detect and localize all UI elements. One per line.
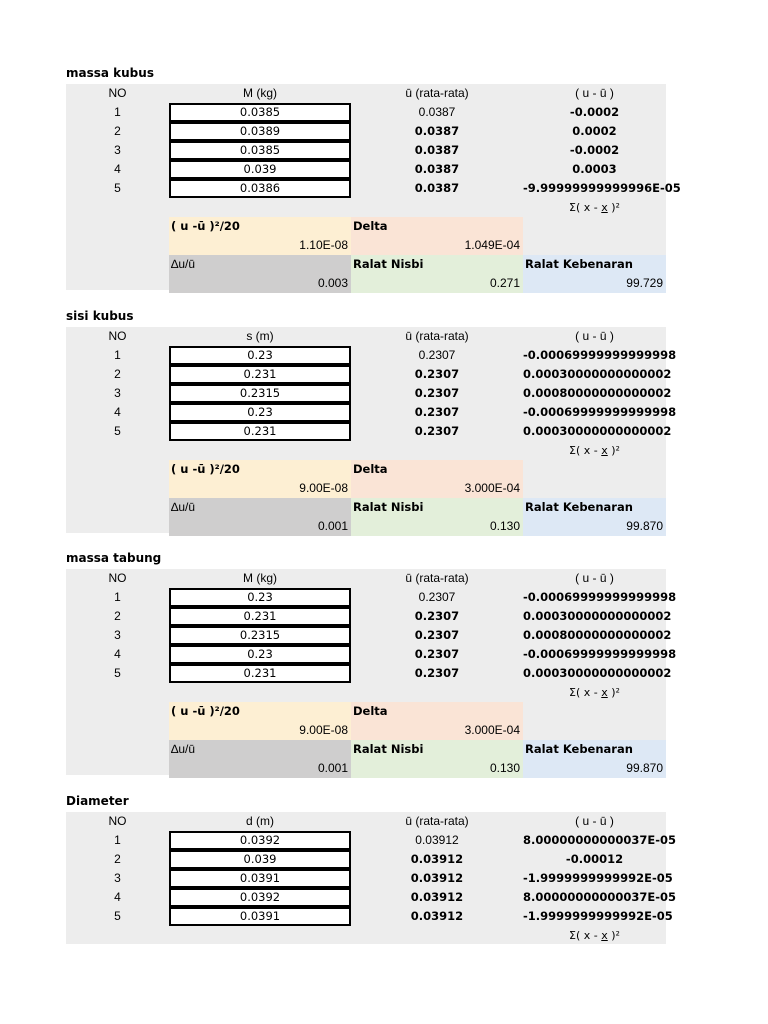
table-row	[66, 850, 666, 869]
row-no: 1	[114, 833, 121, 847]
sigma-x-bar: x	[601, 686, 608, 699]
delta-label: Delta	[351, 460, 523, 479]
data-panel	[66, 569, 677, 775]
table-row	[66, 365, 672, 384]
table-row	[66, 626, 672, 645]
section-title: sisi kubus	[66, 309, 134, 323]
measurement-cell[interactable]: 0.23	[169, 346, 351, 365]
delta-value: 3.000E-04	[351, 479, 523, 498]
avg-cell: 0.2307	[418, 590, 456, 604]
table-row	[66, 645, 677, 664]
measurement-cell[interactable]: 0.23	[169, 645, 351, 664]
table-row	[66, 664, 672, 683]
avg-cell: 0.03912	[410, 871, 464, 885]
avg-cell: 0.0387	[414, 162, 460, 176]
row-no: 5	[114, 424, 121, 438]
sigma-suffix: )²	[607, 686, 620, 699]
ralat-kebenaran-value: 99.870	[523, 759, 666, 778]
table-row	[66, 422, 672, 441]
measurement-cell[interactable]: 0.231	[169, 365, 351, 384]
avg-cell: 0.2307	[414, 628, 460, 642]
delta-label: Delta	[351, 702, 523, 721]
sigma-row	[66, 441, 666, 460]
dev-cell: -0.00069999999999998	[523, 348, 677, 362]
dev-cell: 0.0003	[572, 162, 617, 176]
row-no: 1	[114, 590, 121, 604]
measurement-cell[interactable]: 0.231	[169, 422, 351, 441]
delta-value: 3.000E-04	[351, 721, 523, 740]
header-dev: ( u - ū )	[575, 571, 614, 585]
section-title: Diameter	[66, 794, 129, 808]
sigma-prefix: Σ( x -	[569, 929, 602, 942]
header-avg: ū (rata-rata)	[405, 86, 469, 100]
avg-cell: 0.2307	[414, 367, 460, 381]
avg-cell: 0.03912	[415, 833, 459, 847]
header-dev: ( u - ū )	[575, 329, 614, 343]
sigma-row	[66, 198, 666, 217]
ralat-kebenaran-value: 99.729	[523, 274, 666, 293]
sigma-row	[66, 683, 666, 702]
header-no: NO	[108, 86, 127, 100]
table-row	[66, 122, 666, 141]
dev-cell: -0.00069999999999998	[523, 405, 677, 419]
header-avg: ū (rata-rata)	[405, 571, 469, 585]
dev-cell: 0.00080000000000002	[523, 628, 672, 642]
measurement-cell[interactable]: 0.0392	[169, 831, 351, 850]
avg-cell: 0.2307	[414, 386, 460, 400]
ralat-nisbi-label: Ralat Nisbi	[351, 255, 523, 274]
dev-cell: 0.00030000000000002	[523, 424, 672, 438]
avg-cell: 0.2307	[414, 666, 460, 680]
relative-error-label: ∆u/ū	[169, 740, 351, 759]
ralat-nisbi-value: 0.130	[351, 517, 523, 536]
delta-value: 1.049E-04	[351, 236, 523, 255]
row-no: 4	[114, 405, 121, 419]
header-row	[66, 84, 666, 103]
measurement-cell[interactable]: 0.23	[169, 403, 351, 422]
sq-value: 9.00E-08	[169, 479, 351, 498]
dev-cell: -0.00069999999999998	[523, 590, 677, 604]
sq-value: 1.10E-08	[169, 236, 351, 255]
row-no: 4	[114, 162, 121, 176]
ralat-kebenaran-label: Ralat Kebenaran	[523, 498, 666, 517]
header-avg: ū (rata-rata)	[405, 814, 469, 828]
table-row	[66, 831, 677, 850]
table-row	[66, 179, 681, 198]
dev-cell: -9.99999999999996E-05	[523, 181, 681, 195]
relative-error-value: 0.001	[169, 517, 351, 536]
row-no: 2	[114, 367, 121, 381]
dev-cell: -1.9999999999992E-05	[523, 871, 673, 885]
sigma-formula	[523, 198, 666, 217]
relative-error-label: ∆u/ū	[169, 498, 351, 517]
data-panel	[66, 84, 681, 290]
table-row	[66, 907, 673, 926]
measurement-cell[interactable]: 0.0391	[169, 907, 351, 926]
measurement-cell[interactable]: 0.23	[169, 588, 351, 607]
relative-error-value: 0.001	[169, 759, 351, 778]
sigma-prefix: Σ( x -	[569, 201, 602, 214]
dev-cell: -0.0002	[569, 143, 620, 157]
table-row	[66, 160, 666, 179]
dev-cell: -0.00069999999999998	[523, 647, 677, 661]
avg-cell: 0.0387	[414, 181, 460, 195]
dev-cell: -1.9999999999992E-05	[523, 909, 673, 923]
ralat-kebenaran-value: 99.870	[523, 517, 666, 536]
measurement-cell[interactable]: 0.2315	[169, 384, 351, 403]
header-no: NO	[108, 329, 127, 343]
sigma-suffix: )²	[607, 201, 620, 214]
measurement-cell[interactable]: 0.0385	[169, 103, 351, 122]
header-row	[66, 569, 666, 588]
table-row	[66, 384, 672, 403]
sigma-prefix: Σ( x -	[569, 686, 602, 699]
measurement-cell[interactable]: 0.039	[169, 850, 351, 869]
sigma-row	[66, 926, 666, 945]
avg-cell: 0.0387	[414, 124, 460, 138]
header-row	[66, 812, 666, 831]
row-no: 3	[114, 143, 121, 157]
row-no: 5	[114, 181, 121, 195]
measurement-cell[interactable]: 0.0392	[169, 888, 351, 907]
avg-cell: 0.2307	[414, 647, 460, 661]
avg-cell: 0.0387	[414, 143, 460, 157]
row-no: 1	[114, 105, 121, 119]
sigma-suffix: )²	[607, 929, 620, 942]
row-no: 3	[114, 628, 121, 642]
table-row	[66, 588, 677, 607]
sigma-x-bar: x	[601, 201, 608, 214]
row-no: 1	[114, 348, 121, 362]
header-avg: ū (rata-rata)	[405, 329, 469, 343]
ralat-kebenaran-label: Ralat Kebenaran	[523, 255, 666, 274]
ralat-nisbi-value: 0.130	[351, 759, 523, 778]
measurement-cell[interactable]: 0.0386	[169, 179, 351, 198]
relative-error-value: 0.003	[169, 274, 351, 293]
row-no: 2	[114, 609, 121, 623]
ralat-nisbi-label: Ralat Nisbi	[351, 740, 523, 759]
ralat-kebenaran-label: Ralat Kebenaran	[523, 740, 666, 759]
header-dev: ( u - ū )	[575, 814, 614, 828]
row-no: 4	[114, 647, 121, 661]
row-no: 4	[114, 890, 121, 904]
sigma-formula	[523, 926, 666, 945]
sigma-x-bar: x	[601, 929, 608, 942]
row-no: 5	[114, 666, 121, 680]
dev-cell: 0.0002	[572, 124, 617, 138]
table-row	[66, 346, 677, 365]
avg-cell: 0.2307	[414, 405, 460, 419]
measurement-cell[interactable]: 0.231	[169, 664, 351, 683]
table-row	[66, 869, 673, 888]
row-no: 3	[114, 386, 121, 400]
avg-cell: 0.2307	[414, 424, 460, 438]
header-value: d (m)	[246, 814, 274, 828]
row-no: 2	[114, 124, 121, 138]
dev-cell: -0.00012	[565, 852, 624, 866]
header-value: s (m)	[246, 329, 274, 343]
sq-value: 9.00E-08	[169, 721, 351, 740]
dev-cell: 0.00080000000000002	[523, 386, 672, 400]
row-no: 2	[114, 852, 121, 866]
row-no: 5	[114, 909, 121, 923]
sq-label: ( u -ū )²/20	[169, 702, 351, 721]
avg-cell: 0.03912	[410, 909, 464, 923]
table-row	[66, 141, 666, 160]
avg-cell: 0.2307	[414, 609, 460, 623]
sigma-suffix: )²	[607, 444, 620, 457]
dev-cell: 8.00000000000037E-05	[523, 890, 677, 904]
section-title: massa kubus	[66, 66, 154, 80]
header-dev: ( u - ū )	[575, 86, 614, 100]
dev-cell: 0.00030000000000002	[523, 666, 672, 680]
avg-cell: 0.03912	[410, 890, 464, 904]
relative-error-label: ∆u/ū	[169, 255, 351, 274]
table-row	[66, 103, 666, 122]
data-panel	[66, 812, 677, 944]
avg-cell: 0.2307	[418, 348, 456, 362]
sigma-x-bar: x	[601, 444, 608, 457]
sq-label: ( u -ū )²/20	[169, 460, 351, 479]
avg-cell: 0.03912	[410, 852, 464, 866]
sigma-formula	[523, 441, 666, 460]
table-row	[66, 888, 677, 907]
data-panel	[66, 327, 677, 533]
delta-label: Delta	[351, 217, 523, 236]
dev-cell: -0.0002	[569, 105, 620, 119]
measurement-cell[interactable]: 0.0391	[169, 869, 351, 888]
measurement-cell[interactable]: 0.0385	[169, 141, 351, 160]
dev-cell: 0.00030000000000002	[523, 367, 672, 381]
header-value: M (kg)	[243, 86, 277, 100]
sigma-prefix: Σ( x -	[569, 444, 602, 457]
ralat-nisbi-label: Ralat Nisbi	[351, 498, 523, 517]
table-row	[66, 607, 672, 626]
row-no: 3	[114, 871, 121, 885]
avg-cell: 0.0387	[418, 105, 456, 119]
ralat-nisbi-value: 0.271	[351, 274, 523, 293]
dev-cell: 8.00000000000037E-05	[523, 833, 677, 847]
dev-cell: 0.00030000000000002	[523, 609, 672, 623]
section-title: massa tabung	[66, 551, 162, 565]
header-no: NO	[108, 814, 127, 828]
measurement-cell[interactable]: 0.039	[169, 160, 351, 179]
header-row	[66, 327, 666, 346]
header-no: NO	[108, 571, 127, 585]
measurement-cell[interactable]: 0.231	[169, 607, 351, 626]
measurement-cell[interactable]: 0.2315	[169, 626, 351, 645]
measurement-cell[interactable]: 0.0389	[169, 122, 351, 141]
table-row	[66, 403, 677, 422]
sq-label: ( u -ū )²/20	[169, 217, 351, 236]
header-value: M (kg)	[243, 571, 277, 585]
sigma-formula	[523, 683, 666, 702]
